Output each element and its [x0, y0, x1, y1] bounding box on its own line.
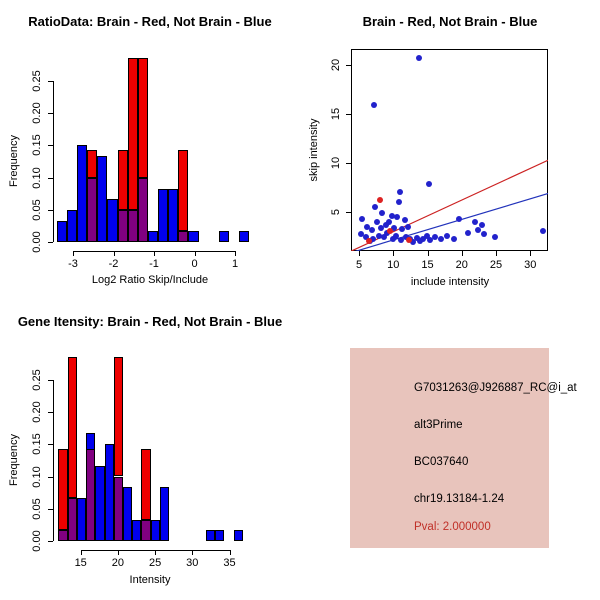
y-axis-tick — [48, 81, 53, 82]
histogram-bar — [206, 530, 215, 541]
scatter-ylabel: skip intensity — [308, 118, 320, 182]
histogram-bar — [97, 156, 107, 242]
x-tick-label: 1 — [231, 257, 239, 270]
panel-gene-intensity-histogram — [0, 300, 300, 600]
scatter-point-blue — [396, 199, 402, 205]
histogram-bar — [141, 520, 150, 541]
histogram-bar — [107, 199, 117, 242]
histogram-bar — [118, 150, 128, 210]
x-tick-label: 5 — [355, 258, 363, 271]
ratio-histogram-ylabel: Frequency — [8, 135, 20, 187]
histogram-bar — [219, 231, 229, 242]
x-axis-tick — [114, 251, 115, 256]
gene-info-box — [350, 348, 577, 548]
x-axis-tick — [192, 550, 193, 555]
histogram-bar — [58, 530, 67, 541]
x-tick-label: 10 — [387, 258, 400, 271]
trend-lines — [351, 49, 549, 251]
scatter-point-blue — [394, 214, 400, 220]
scatter-point-blue — [405, 224, 411, 230]
y-tick-label: 15 — [329, 107, 342, 120]
y-axis-line — [53, 81, 54, 243]
histogram-bar — [168, 189, 178, 243]
histogram-bar — [58, 449, 67, 530]
scatter-point-blue — [492, 234, 498, 240]
y-tick-label: 0.15 — [31, 433, 43, 456]
histogram-bar — [215, 530, 224, 541]
x-axis-tick — [530, 251, 531, 256]
y-tick-label: 10 — [329, 156, 342, 169]
scatter-point-blue — [399, 226, 405, 232]
x-tick-label: -1 — [149, 257, 159, 270]
y-axis-line — [53, 380, 54, 541]
scatter-point-red — [377, 197, 383, 203]
scatter-title: Brain - Red, Not Brain - Blue — [362, 14, 538, 29]
scatter-point-blue — [456, 216, 462, 222]
histogram-bar — [67, 210, 77, 242]
histogram-bar — [77, 145, 87, 242]
y-axis-tick — [48, 210, 53, 211]
histogram-bar — [138, 58, 148, 178]
x-tick-label: 25 — [148, 556, 162, 569]
histogram-bar — [118, 210, 128, 242]
y-tick-label: 0.20 — [31, 401, 43, 424]
scatter-point-blue — [416, 55, 422, 61]
histogram-bar — [68, 498, 77, 541]
x-tick-label: 15 — [74, 556, 87, 569]
y-axis-tick — [48, 113, 53, 114]
gene-intensity-title: Gene Itensity: Brain - Red, Not Brain - Blue — [17, 314, 283, 329]
histogram-bar — [234, 530, 243, 541]
histogram-bar — [95, 466, 104, 541]
histogram-bar — [141, 449, 150, 520]
x-tick-label: -2 — [108, 257, 119, 270]
gene-intensity-ylabel: Frequency — [8, 434, 20, 486]
x-tick-label: 0 — [191, 257, 198, 270]
y-axis-tick — [48, 477, 53, 478]
x-tick-label: 35 — [223, 556, 236, 569]
y-tick-label: 0.15 — [31, 134, 43, 157]
x-axis-tick — [359, 251, 360, 256]
scatter-point-blue — [397, 189, 403, 195]
y-axis-tick — [48, 541, 53, 542]
histogram-bar — [138, 178, 148, 243]
scatter-point-blue — [479, 222, 485, 228]
x-axis-tick — [195, 251, 196, 256]
y-axis-tick — [48, 178, 53, 179]
panel-ratio-histogram — [0, 0, 300, 300]
x-tick-label: 30 — [186, 556, 199, 569]
scatter-point-blue — [438, 236, 444, 242]
scatter-point-blue — [472, 219, 478, 225]
scatter-point-blue — [359, 216, 365, 222]
histogram-bar — [87, 178, 97, 243]
x-axis-tick — [428, 251, 429, 256]
histogram-bar — [105, 444, 114, 540]
scatter-point-red — [387, 228, 393, 234]
splice-event-type: alt3Prime — [414, 419, 463, 431]
gene-intensity-xlabel: Intensity — [129, 574, 171, 586]
histogram-bar — [239, 231, 249, 242]
scatter-point-blue — [402, 217, 408, 223]
y-axis-tick — [48, 412, 53, 413]
x-axis-tick — [235, 251, 236, 256]
x-tick-label: 20 — [111, 556, 125, 569]
scatter-point-blue — [379, 210, 385, 216]
x-axis-tick — [81, 550, 82, 555]
histogram-bar — [87, 150, 97, 178]
x-axis-tick — [73, 251, 74, 256]
scatter-point-blue — [451, 236, 457, 242]
y-axis-tick — [48, 444, 53, 445]
y-tick-label: 0.20 — [31, 102, 43, 124]
scatter-point-blue — [372, 204, 378, 210]
scatter-point-blue — [369, 227, 375, 233]
x-axis-tick — [118, 550, 119, 555]
histogram-bar — [77, 498, 86, 541]
y-tick-label: 0.00 — [31, 529, 43, 552]
accession-id: BC037640 — [414, 456, 469, 468]
y-tick-label: 0.10 — [31, 166, 43, 189]
histogram-bar — [57, 221, 67, 242]
y-tick-label: 0.25 — [31, 369, 43, 391]
y-tick-label: 0.25 — [31, 70, 43, 92]
y-tick-label: 20 — [329, 58, 342, 71]
scatter-point-blue — [465, 230, 471, 236]
y-tick-label: 0.05 — [31, 199, 43, 221]
y-tick-label: 0.00 — [31, 231, 43, 254]
histogram-bar — [178, 231, 188, 242]
histogram-bar — [148, 231, 158, 242]
histogram-bar — [128, 58, 138, 210]
x-axis-tick — [155, 550, 156, 555]
ratio-histogram-xlabel: Log2 Ratio Skip/Include — [91, 274, 209, 286]
panel-gene-info — [300, 300, 600, 600]
histogram-bar — [123, 487, 132, 540]
ratio-histogram-title: RatioData: Brain - Red, Not Brain - Blue — [28, 14, 272, 29]
x-tick-label: 25 — [489, 258, 503, 271]
y-tick-label: 0.05 — [31, 497, 43, 520]
scatter-point-blue — [540, 228, 546, 234]
y-tick-label: 0.10 — [31, 465, 43, 488]
y-axis-tick — [48, 380, 53, 381]
x-tick-label: -3 — [68, 257, 78, 270]
y-tick-label: 5 — [329, 208, 342, 215]
scatter-point-blue — [444, 233, 450, 239]
x-tick-label: 20 — [455, 258, 468, 271]
histogram-bar — [132, 520, 141, 541]
histogram-bar — [160, 487, 169, 540]
scatter-point-blue — [481, 231, 487, 237]
scatter-point-red — [406, 237, 412, 243]
scatter-point-blue — [386, 219, 392, 225]
histogram-bar — [86, 449, 95, 541]
histogram-bar — [114, 477, 123, 541]
x-axis-tick — [230, 550, 231, 555]
scatter-point-blue — [371, 102, 377, 108]
histogram-bar — [158, 189, 168, 243]
histogram-bar — [151, 520, 160, 541]
histogram-bar — [178, 150, 188, 231]
scatter-point-blue — [426, 181, 432, 187]
x-axis-tick — [496, 251, 497, 256]
probe-id: G7031263@J926887_RC@i_at — [414, 382, 577, 394]
y-axis-tick — [48, 509, 53, 510]
x-axis-tick — [462, 251, 463, 256]
scatter-point-red — [366, 238, 372, 244]
histogram-bar — [114, 357, 123, 476]
histogram-bar — [188, 231, 198, 242]
x-axis-tick — [393, 251, 394, 256]
chromosome-location: chr19.13184-1.24 — [414, 493, 505, 505]
x-tick-label: 15 — [421, 258, 434, 271]
y-axis-tick — [48, 145, 53, 146]
scatter-xlabel: include intensity — [410, 276, 490, 288]
histogram-bar — [68, 357, 77, 498]
pval-text: Pval: 2.000000 — [414, 521, 491, 533]
x-tick-label: 30 — [524, 258, 537, 271]
y-axis-tick — [48, 242, 53, 243]
panel-intensity-scatter — [300, 0, 600, 300]
x-axis-tick — [154, 251, 155, 256]
histogram-bar — [128, 210, 138, 242]
